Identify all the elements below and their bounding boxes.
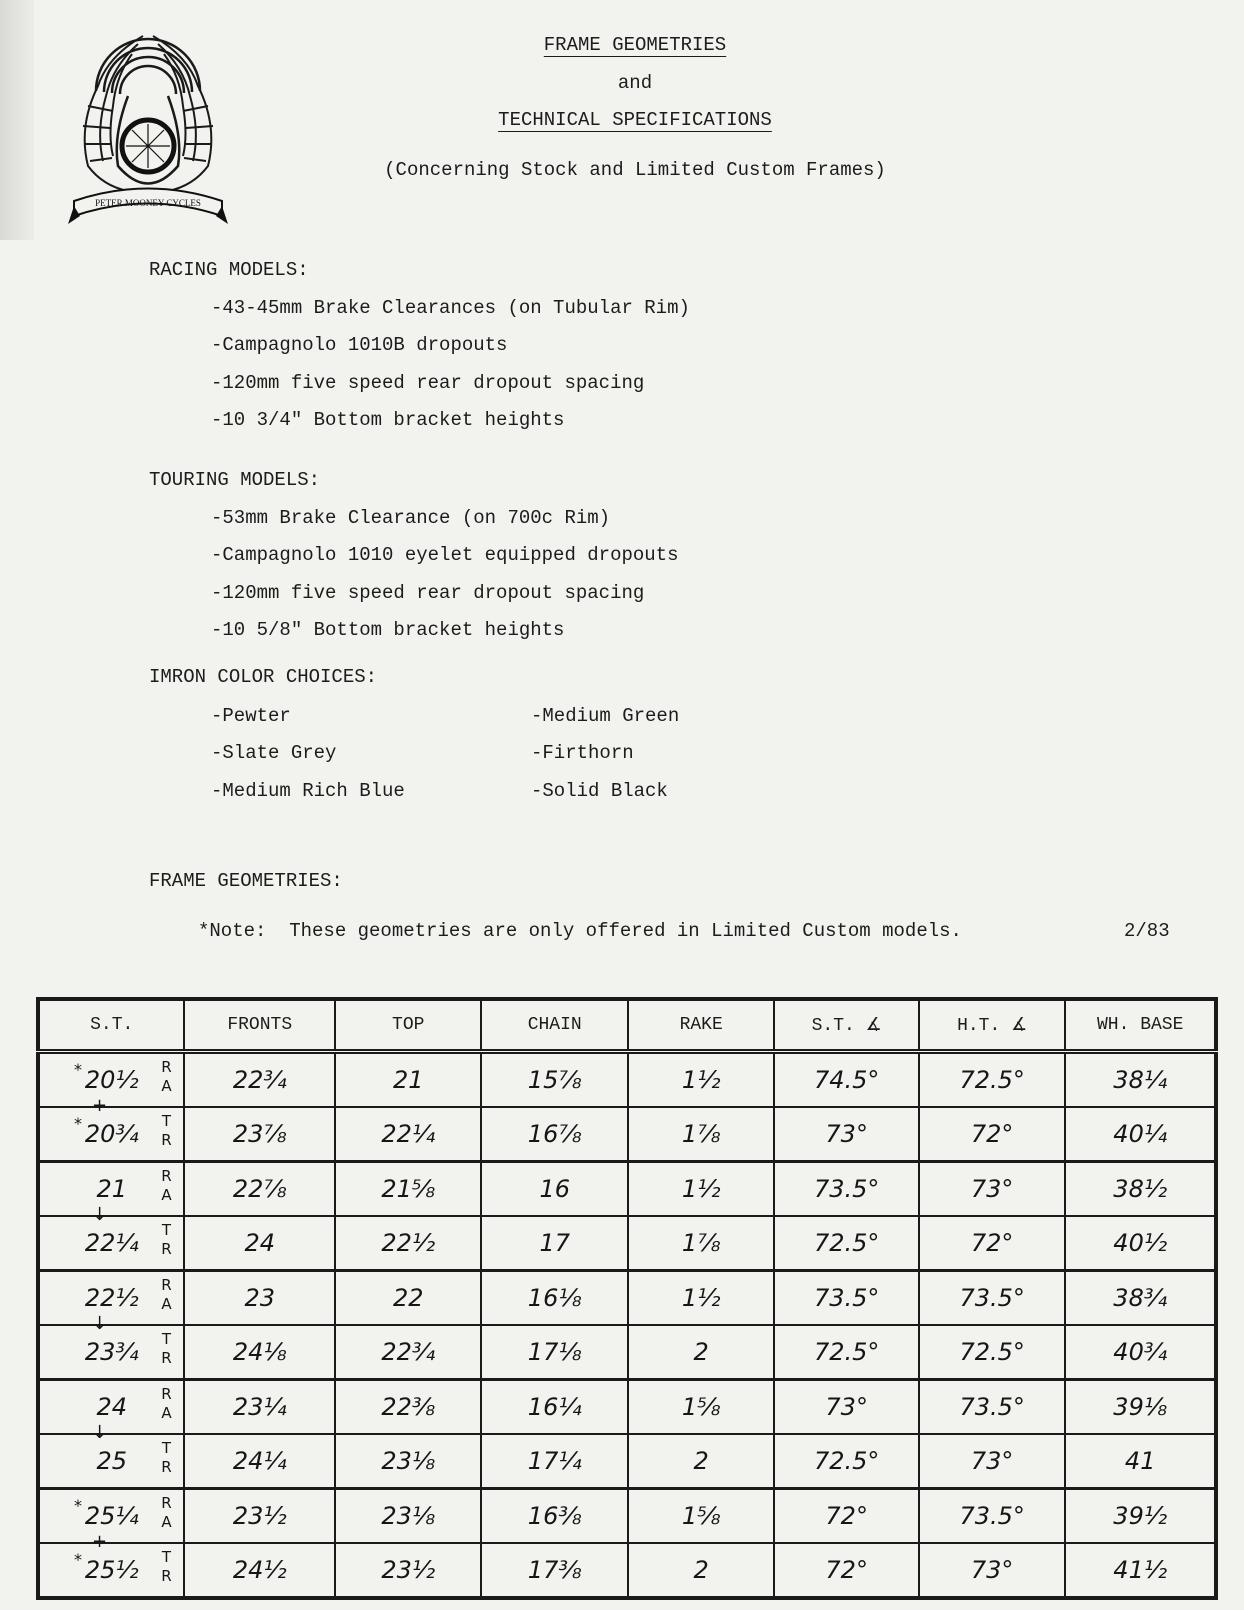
- fronts-cell: 22⅞: [184, 1162, 335, 1217]
- rake-cell: 1⅝: [628, 1489, 774, 1544]
- ht-angle-cell: 73.5°: [919, 1271, 1065, 1326]
- doc-conjunction: and: [617, 72, 653, 94]
- seat-tube-size: 22¼: [84, 1229, 139, 1257]
- racing-item: -43-45mm Brake Clearances (on Tubular Rim): [211, 297, 690, 319]
- seat-tube-size: 25½: [84, 1556, 139, 1584]
- rake-cell: 1½: [628, 1162, 774, 1217]
- st-angle-cell: 72.5°: [774, 1434, 918, 1489]
- seat-tube-size: 23¾: [84, 1338, 139, 1366]
- model-tag: R A: [161, 1494, 172, 1531]
- fronts-cell: 23½: [184, 1489, 335, 1544]
- model-tag: T R: [161, 1221, 172, 1258]
- chain-cell: 17: [481, 1216, 627, 1271]
- frame-geometry-table: [36, 997, 1218, 1600]
- table-row: [38, 1325, 1216, 1380]
- col-header-rake: RAKE: [628, 999, 774, 1052]
- rake-cell: 1⅝: [628, 1380, 774, 1435]
- seat-tube-cell: [38, 1052, 184, 1116]
- chain-cell: 16⅜: [481, 1489, 627, 1544]
- fronts-cell: 24½: [184, 1543, 335, 1598]
- ht-angle-cell: 72°: [919, 1216, 1065, 1271]
- touring-item: -53mm Brake Clearance (on 700c Rim): [211, 507, 611, 529]
- fronts-cell: 22¾: [184, 1052, 335, 1108]
- color-option: -Solid Black: [531, 780, 668, 802]
- st-angle-cell: 72.5°: [774, 1216, 918, 1271]
- geometry-note: *Note: These geometries are only offered in Limited Custom models.: [198, 920, 962, 942]
- top-cell: 23⅛: [335, 1489, 481, 1544]
- table-row: [38, 1271, 1216, 1326]
- chain-cell: 17¼: [481, 1434, 627, 1489]
- col-header-fronts: FRONTS: [184, 999, 335, 1052]
- logo-lettering: PETER MOONEY CYCLES: [95, 198, 201, 208]
- st-angle-cell: 72°: [774, 1489, 918, 1544]
- racing-item: -10 3/4" Bottom bracket heights: [211, 409, 565, 431]
- ht-angle-cell: 73°: [919, 1434, 1065, 1489]
- custom-asterisk: *: [74, 1550, 82, 1569]
- range-arrow-icon: ↓: [92, 1204, 108, 1225]
- st-angle-cell: 74.5°: [774, 1052, 918, 1108]
- top-cell: 22: [335, 1271, 481, 1326]
- custom-asterisk: *: [74, 1114, 82, 1133]
- seat-tube-cell: [38, 1489, 184, 1552]
- wheelbase-cell: 40¾: [1065, 1325, 1216, 1380]
- seat-tube-size: 22½: [84, 1284, 139, 1312]
- fronts-cell: 24: [184, 1216, 335, 1271]
- st-angle-cell: 73.5°: [774, 1162, 918, 1217]
- table-row: [38, 1489, 1216, 1544]
- seat-tube-size: 24: [96, 1393, 128, 1421]
- model-tag: R A: [161, 1276, 172, 1313]
- wheelbase-cell: 39⅛: [1065, 1380, 1216, 1435]
- top-cell: 23½: [335, 1543, 481, 1598]
- ht-angle-cell: 73°: [919, 1162, 1065, 1217]
- wheelbase-cell: 39½: [1065, 1489, 1216, 1544]
- range-arrow-icon: ↓: [92, 1422, 108, 1443]
- color-option: -Pewter: [211, 705, 291, 727]
- seat-tube-cell: [38, 1162, 184, 1225]
- table-header-row: [38, 999, 1216, 1052]
- ht-angle-cell: 73°: [919, 1543, 1065, 1598]
- wheelbase-cell: 40¼: [1065, 1107, 1216, 1162]
- wheelbase-cell: 41½: [1065, 1543, 1216, 1598]
- color-option: -Firthorn: [531, 742, 634, 764]
- col-header-top: TOP: [335, 999, 481, 1052]
- table-row: [38, 1107, 1216, 1162]
- custom-asterisk: *: [74, 1496, 82, 1515]
- chain-cell: 17⅜: [481, 1543, 627, 1598]
- seat-tube-cell: [38, 1543, 184, 1598]
- fronts-cell: 23⅞: [184, 1107, 335, 1162]
- doc-scope: (Concerning Stock and Limited Custom Frames): [384, 159, 886, 181]
- col-header-wheelbase: WH. BASE: [1065, 999, 1216, 1052]
- rake-cell: 1½: [628, 1052, 774, 1108]
- chain-cell: 15⅞: [481, 1052, 627, 1108]
- fronts-cell: 24¼: [184, 1434, 335, 1489]
- table-row: [38, 1216, 1216, 1271]
- col-header-st-angle: S.T. ∡: [774, 999, 918, 1052]
- model-tag: T R: [161, 1330, 172, 1367]
- rake-cell: 1½: [628, 1271, 774, 1326]
- seat-tube-size: 25¼: [84, 1502, 139, 1530]
- touring-heading: TOURING MODELS:: [149, 469, 321, 491]
- color-option: -Medium Green: [531, 705, 680, 727]
- seat-tube-cell: [38, 1434, 184, 1489]
- model-tag: R A: [161, 1167, 172, 1204]
- wheelbase-cell: 38¾: [1065, 1271, 1216, 1326]
- st-angle-cell: 72°: [774, 1543, 918, 1598]
- chain-cell: 16¼: [481, 1380, 627, 1435]
- doc-subtitle: TECHNICAL SPECIFICATIONS: [498, 109, 772, 131]
- colors-heading: IMRON COLOR CHOICES:: [149, 666, 378, 688]
- seat-tube-cell: [38, 1271, 184, 1334]
- top-cell: 22½: [335, 1216, 481, 1271]
- color-option: -Medium Rich Blue: [211, 780, 405, 802]
- st-angle-cell: 73°: [774, 1107, 918, 1162]
- st-angle-cell: 73°: [774, 1380, 918, 1435]
- model-tag: R A: [161, 1058, 172, 1095]
- wheelbase-cell: 38¼: [1065, 1052, 1216, 1108]
- racing-item: -120mm five speed rear dropout spacing: [211, 372, 645, 394]
- chain-cell: 16⅛: [481, 1271, 627, 1326]
- seat-tube-cell: [38, 1216, 184, 1271]
- seat-tube-cell: [38, 1107, 184, 1162]
- top-cell: 22⅜: [335, 1380, 481, 1435]
- chain-cell: 16⅞: [481, 1107, 627, 1162]
- racing-heading: RACING MODELS:: [149, 259, 309, 281]
- touring-item: -120mm five speed rear dropout spacing: [211, 582, 645, 604]
- table-row: [38, 1162, 1216, 1217]
- table-row: [38, 1543, 1216, 1598]
- ht-angle-cell: 73.5°: [919, 1380, 1065, 1435]
- color-option: -Slate Grey: [211, 742, 337, 764]
- top-cell: 21⅝: [335, 1162, 481, 1217]
- fronts-cell: 23¼: [184, 1380, 335, 1435]
- ht-angle-cell: 72°: [919, 1107, 1065, 1162]
- wheelbase-cell: 40½: [1065, 1216, 1216, 1271]
- touring-item: -10 5/8" Bottom bracket heights: [211, 619, 565, 641]
- rake-cell: 2: [628, 1543, 774, 1598]
- top-cell: 22¼: [335, 1107, 481, 1162]
- model-tag: T R: [161, 1439, 172, 1476]
- racing-item: -Campagnolo 1010B dropouts: [211, 334, 508, 356]
- seat-tube-size: 21: [96, 1175, 128, 1203]
- seat-tube-size: 20½: [84, 1066, 139, 1094]
- chain-cell: 17⅛: [481, 1325, 627, 1380]
- rake-cell: 1⅞: [628, 1216, 774, 1271]
- wheelbase-cell: 41: [1065, 1434, 1216, 1489]
- ht-angle-cell: 72.5°: [919, 1052, 1065, 1108]
- range-arrow-icon: ↓: [92, 1313, 108, 1334]
- ht-angle-cell: 72.5°: [919, 1325, 1065, 1380]
- model-tag: T R: [161, 1112, 172, 1149]
- seat-tube-cell: [38, 1325, 184, 1380]
- chain-cell: 16: [481, 1162, 627, 1217]
- wheelbase-cell: 38½: [1065, 1162, 1216, 1217]
- doc-title: FRAME GEOMETRIES: [543, 34, 727, 56]
- table-row: [38, 1380, 1216, 1435]
- col-header-ht-angle: H.T. ∡: [919, 999, 1065, 1052]
- col-header-chain: CHAIN: [481, 999, 627, 1052]
- model-tag: T R: [161, 1548, 172, 1585]
- seat-tube-size: 25: [96, 1447, 128, 1475]
- col-header-seat-tube: S.T.: [38, 999, 184, 1052]
- top-cell: 23⅛: [335, 1434, 481, 1489]
- rake-cell: 1⅞: [628, 1107, 774, 1162]
- fronts-cell: 23: [184, 1271, 335, 1326]
- st-angle-cell: 73.5°: [774, 1271, 918, 1326]
- document-date: 2/83: [1124, 920, 1170, 942]
- ht-angle-cell: 73.5°: [919, 1489, 1065, 1544]
- seat-tube-size: 20¾: [84, 1120, 139, 1148]
- table-row: [38, 1052, 1216, 1108]
- fronts-cell: 24⅛: [184, 1325, 335, 1380]
- seat-tube-cell: [38, 1380, 184, 1443]
- custom-asterisk: *: [74, 1060, 82, 1079]
- st-angle-cell: 72.5°: [774, 1325, 918, 1380]
- model-tag: R A: [161, 1385, 172, 1422]
- table-row: [38, 1434, 1216, 1489]
- range-arrow-icon: +: [92, 1531, 108, 1552]
- touring-item: -Campagnolo 1010 eyelet equipped dropouts: [211, 544, 679, 566]
- range-arrow-icon: +: [92, 1095, 108, 1116]
- geometry-heading: FRAME GEOMETRIES:: [149, 870, 343, 892]
- top-cell: 22¾: [335, 1325, 481, 1380]
- rake-cell: 2: [628, 1434, 774, 1489]
- top-cell: 21: [335, 1052, 481, 1108]
- rake-cell: 2: [628, 1325, 774, 1380]
